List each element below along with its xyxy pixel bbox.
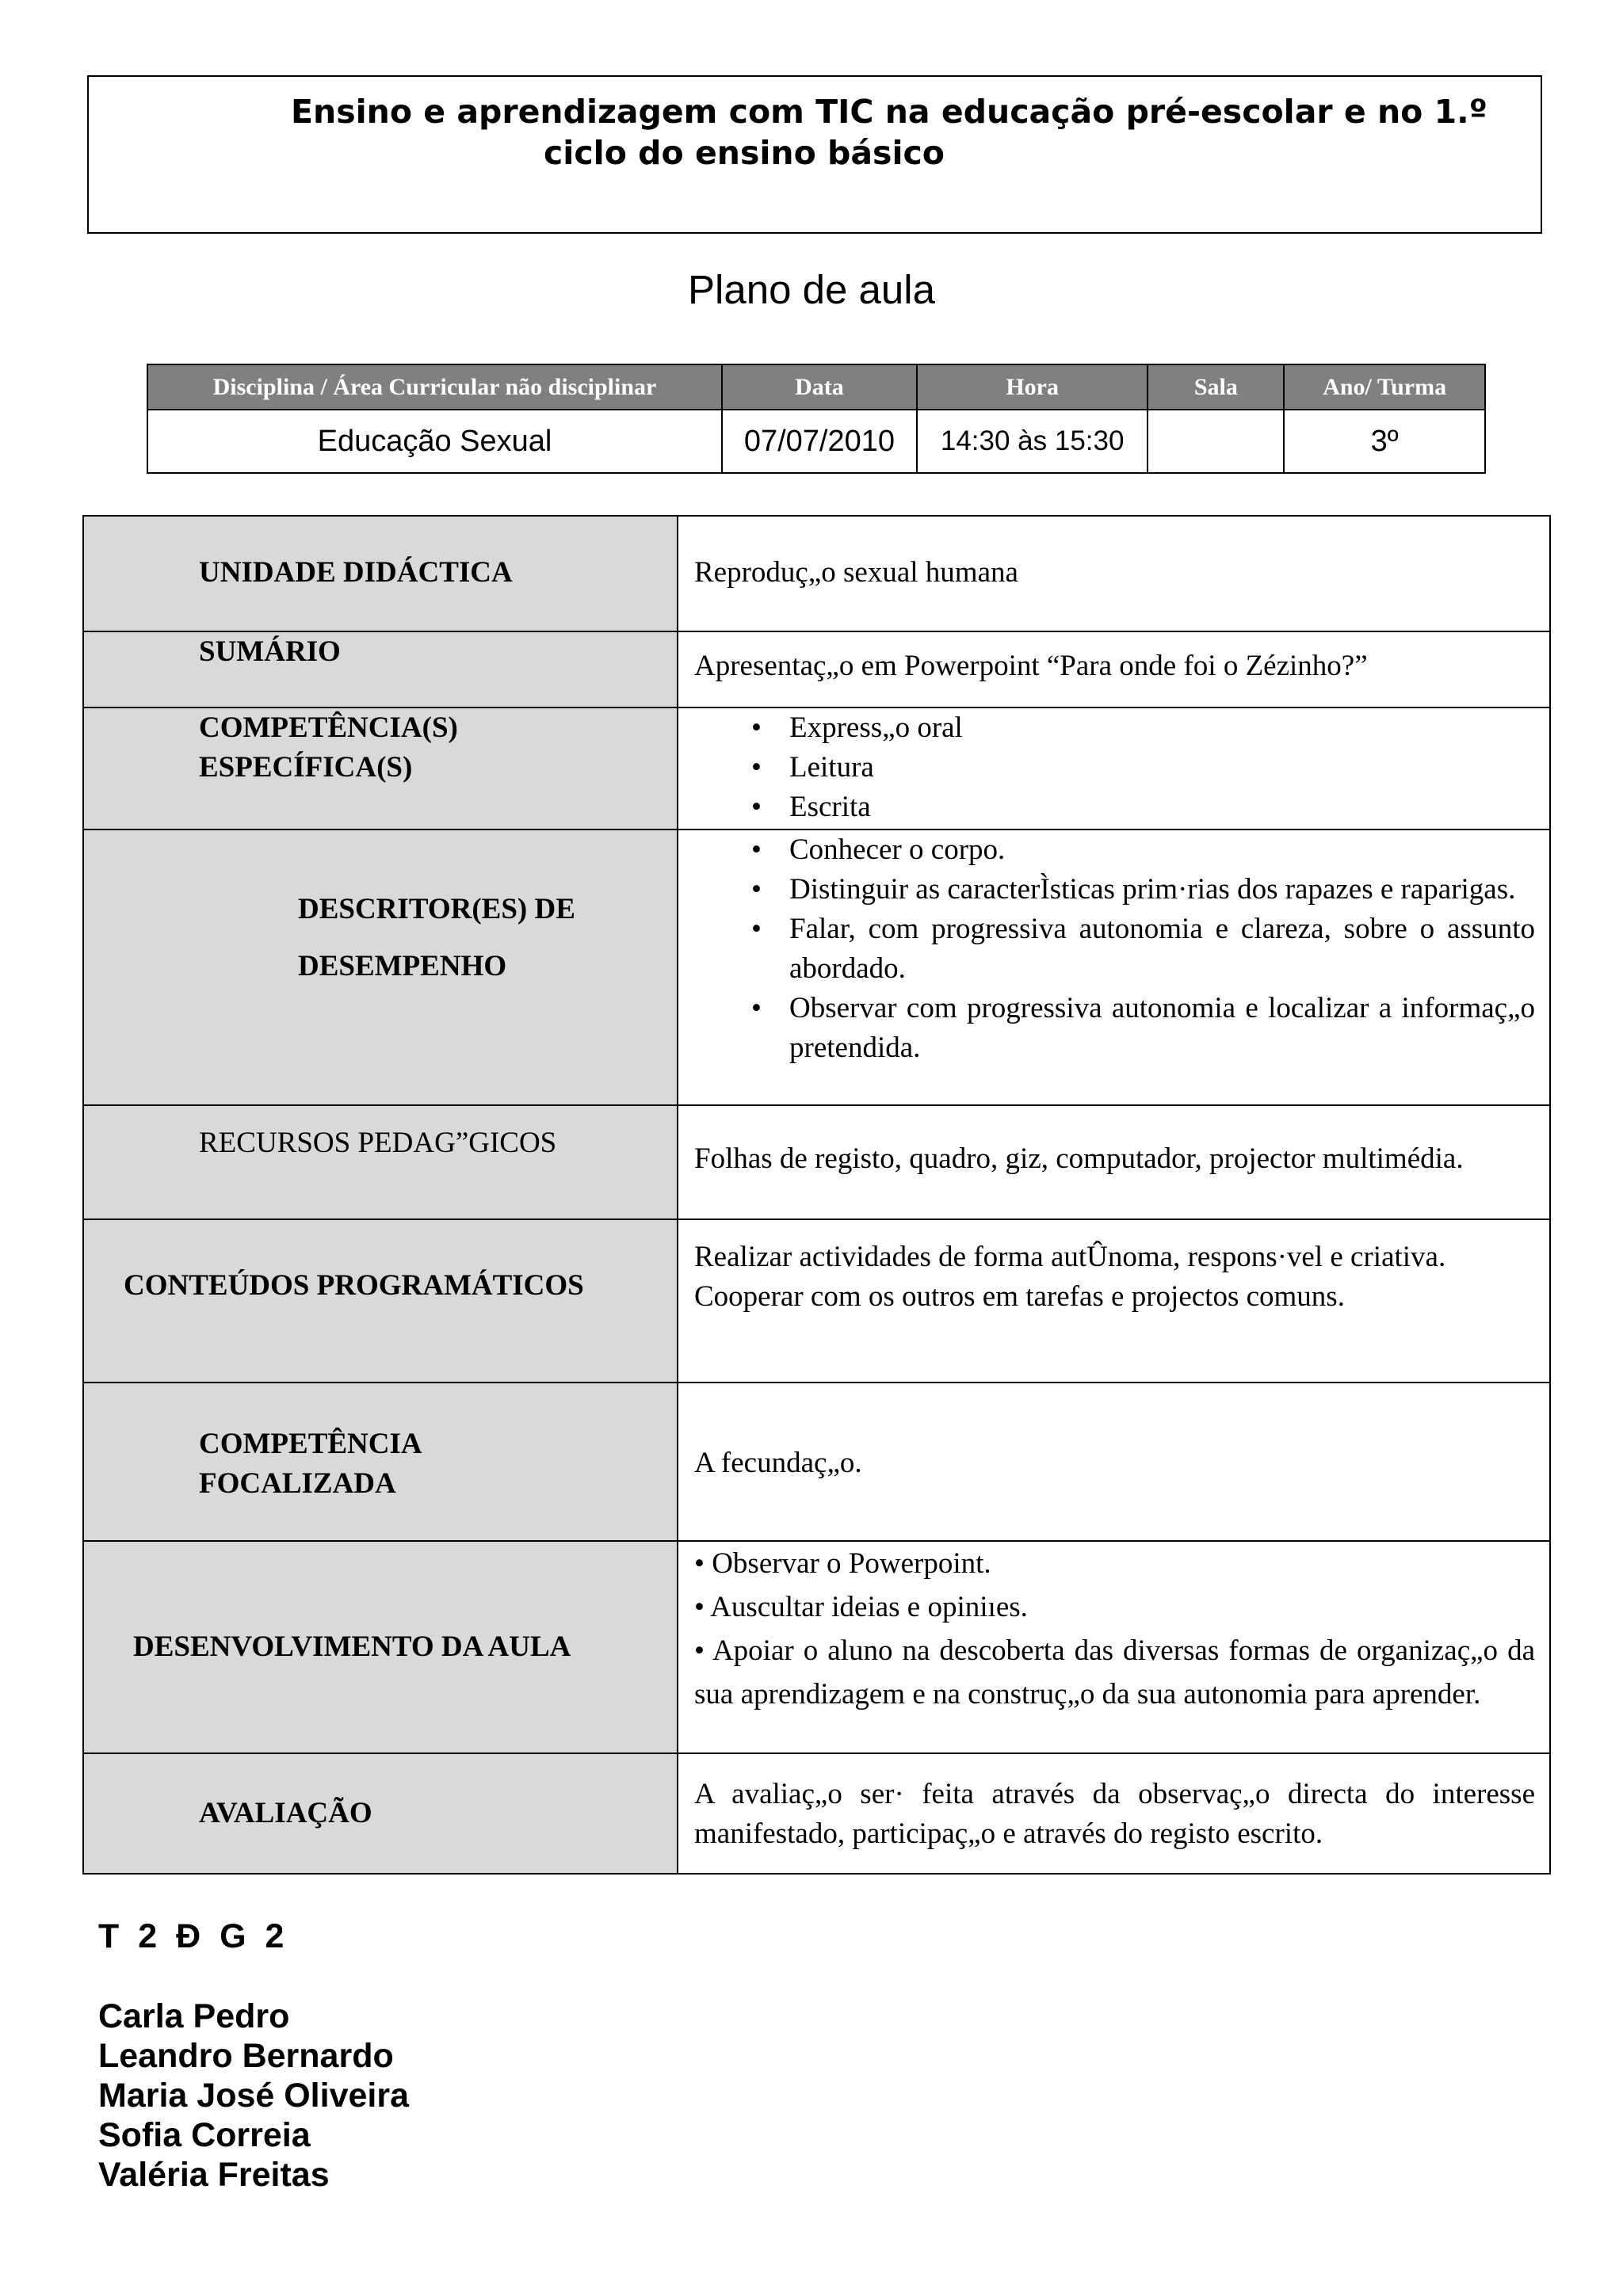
avaliacao-label: AVALIAÇÃO	[199, 1797, 372, 1829]
header-hora: Hora	[917, 364, 1148, 410]
descritores-value	[678, 830, 1550, 1105]
list-item: • Distinguir as caracterÌsticas prim·rias dos rapazes e raparigas.	[694, 870, 1535, 910]
row-sumario	[83, 631, 1550, 707]
label-cell	[83, 707, 678, 830]
label-cell	[83, 830, 678, 1105]
avaliacao-value: A avaliaç„o ser· feita através da observaç„o directa do interesse manifestado, participaç„o e através do registo escrito.	[678, 1753, 1550, 1874]
unidade-label: UNIDADE DIDÁCTICA	[199, 556, 513, 589]
conteudos-line2: Cooperar com os outros em tarefas e projectos comuns.	[694, 1280, 1345, 1313]
list-item: • Apoiar o aluno na descoberta das diversas formas de organizaç„o da sua aprendizagem e na construç„o da sua autonomia para aprender.	[694, 1634, 1535, 1711]
value-disciplina: Educação Sexual	[147, 410, 722, 473]
descritores-label-1: DESCRITOR(ES) DE	[298, 893, 575, 925]
focalizada-value: A fecundaç„o.	[678, 1383, 1550, 1541]
list-item: • Conhecer o corpo.	[694, 830, 1535, 870]
label-cell	[83, 1541, 678, 1753]
label-cell	[83, 631, 678, 707]
competencias-label-2: ESPECÍFICA(S)	[199, 751, 413, 784]
unidade-value: Reproduç„o sexual humana	[678, 516, 1550, 631]
label-cell	[83, 1753, 678, 1874]
page-title: Plano de aula	[688, 267, 935, 312]
member-list	[98, 1997, 409, 2195]
member-name: Valéria Freitas	[98, 2156, 330, 2194]
list-item: • Observar com progressiva autonomia e localizar a informaç„o pretendida.	[694, 989, 1535, 1068]
group-code: T 2 Ð G 2	[98, 1917, 289, 1955]
conteudos-line1: Realizar actividades de forma autÛnoma, respons·vel e criativa.	[694, 1241, 1446, 1273]
member-name: Sofia Correia	[98, 2116, 311, 2154]
header-title-line2: ciclo do ensino básico	[544, 134, 945, 172]
value-data: 07/07/2010	[722, 410, 917, 473]
label-cell	[83, 1219, 678, 1383]
row-descritores	[83, 830, 1550, 1105]
competencias-list	[694, 708, 1535, 827]
header-title-line1: Ensino e aprendizagem com TIC na educação pré-escolar e no 1.º	[291, 93, 1487, 131]
list-item: • Auscultar ideias e opiniıes.	[694, 1591, 1028, 1623]
descritores-list	[694, 830, 1535, 1068]
list-item: • Leitura	[694, 748, 1535, 788]
label-cell	[83, 1383, 678, 1541]
competencias-value	[678, 707, 1550, 830]
list-item: • Observar o Powerpoint.	[694, 1547, 991, 1580]
header-sala: Sala	[1148, 364, 1284, 410]
row-competencia-focalizada	[83, 1383, 1550, 1541]
value-ano-turma: 3º	[1284, 410, 1485, 473]
value-sala	[1148, 410, 1284, 473]
member-name: Carla Pedro	[98, 1997, 290, 2035]
row-unidade-didactica	[83, 516, 1550, 631]
value-hora: 14:30 às 15:30	[917, 410, 1148, 473]
competencias-label-1: COMPETÊNCIA(S)	[199, 711, 458, 744]
focalizada-label-2: FOCALIZADA	[199, 1467, 396, 1500]
focalizada-label-1: COMPETÊNCIA	[199, 1428, 422, 1460]
row-avaliacao	[83, 1753, 1550, 1874]
conteudos-label: CONTEÚDOS PROGRAMÁTICOS	[124, 1269, 584, 1302]
list-item: • Falar, com progressiva autonomia e clareza, sobre o assunto abordado.	[694, 910, 1535, 989]
header-ano-turma: Ano/ Turma	[1284, 364, 1485, 410]
info-value-row	[147, 410, 1485, 473]
row-desenvolvimento	[83, 1541, 1550, 1753]
member-name: Maria José Oliveira	[98, 2077, 409, 2115]
descritores-label-2: DESEMPENHO	[298, 950, 507, 982]
label-cell	[83, 1105, 678, 1219]
list-item: • Express„o oral	[694, 708, 1535, 748]
recursos-value: Folhas de registo, quadro, giz, computador, projector multimédia.	[678, 1105, 1550, 1219]
header-data: Data	[722, 364, 917, 410]
document-header-box	[87, 75, 1542, 234]
list-item: • Escrita	[694, 788, 1535, 827]
row-conteudos	[83, 1219, 1550, 1383]
row-recursos	[83, 1105, 1550, 1219]
sumario-value: Apresentaç„o em Powerpoint “Para onde foi o Zézinho?”	[678, 631, 1550, 707]
label-cell	[83, 516, 678, 631]
info-header-row	[147, 364, 1485, 410]
desenvolvimento-value	[678, 1541, 1550, 1753]
desenvolvimento-label: DESENVOLVIMENTO DA AULA	[133, 1630, 571, 1663]
member-name: Leandro Bernardo	[98, 2037, 394, 2075]
row-competencias	[83, 707, 1550, 830]
lesson-plan-table	[82, 515, 1551, 1875]
header-disciplina: Disciplina / Área Curricular não disciplinar	[147, 364, 722, 410]
sumario-label: SUMÁRIO	[199, 635, 341, 668]
lesson-info-table	[147, 364, 1486, 474]
conteudos-value	[678, 1219, 1550, 1383]
recursos-label: RECURSOS PEDAG”GICOS	[199, 1127, 557, 1159]
